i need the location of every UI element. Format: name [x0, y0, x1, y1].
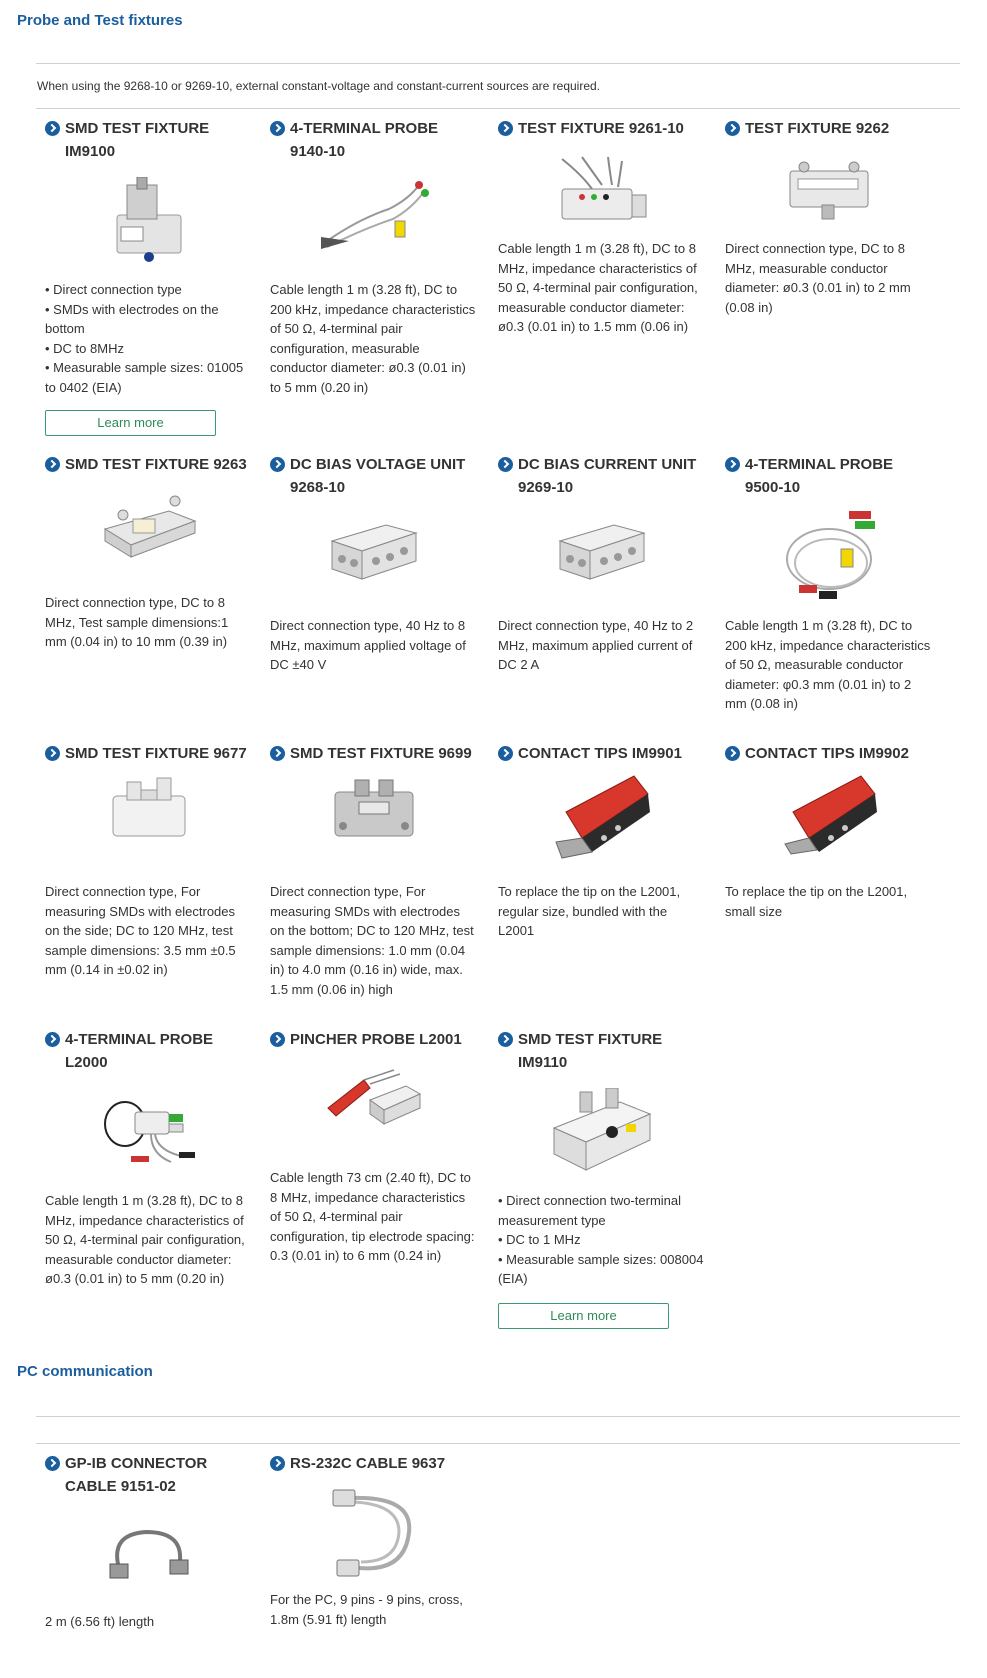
product-image [779, 507, 879, 603]
divider [36, 108, 960, 109]
product-title[interactable]: 4-TERMINAL PROBE L2000 [45, 1028, 253, 1074]
product-image [329, 1482, 419, 1582]
chevron-right-icon [45, 121, 60, 136]
product-title[interactable]: TEST FIXTURE 9262 [725, 117, 933, 140]
chevron-right-icon [498, 457, 513, 472]
product-image [784, 157, 874, 227]
chevron-right-icon [498, 121, 513, 136]
product-card: 4-TERMINAL PROBE 9500-10 Cable length 1 m (3.28 ft), DC to 200 kHz, impedance characteristics of 50 Ω, measurable conductor diameter: φ0.3 mm (0.01 in) to 2 mm (0.08 in) [725, 453, 933, 723]
product-title[interactable]: DC BIAS VOLTAGE UNIT 9268-10 [270, 453, 478, 499]
product-title[interactable]: RS-232C CABLE 9637 [270, 1452, 478, 1475]
product-title[interactable]: TEST FIXTURE 9261-10 [498, 117, 706, 140]
product-card: SMD TEST FIXTURE 9699 Direct connection type, For measuring SMDs with electrodes on the bottom; DC to 120 MHz, test sample dimensions: 1.0 mm (0.04 in) to 4.0 mm (0.16 in) wide, max. 1.5 mm (0.06 in) high [270, 742, 478, 992]
chevron-right-icon [45, 746, 60, 761]
product-title[interactable]: SMD TEST FIXTURE 9263 [45, 453, 253, 476]
product-image [326, 515, 422, 587]
product-card: CONTACT TIPS IM9902 To replace the tip on the L2001, small size [725, 742, 933, 922]
section-title-pc: PC communication [17, 1363, 153, 1380]
product-card: TEST FIXTURE 9261-10 Cable length 1 m (3.28 ft), DC to 8 MHz, impedance characteristics of 50 Ω, 4-terminal pair configuration, measurable conductor diameter: ø0.3 (0.01 in) to 1.5 mm (0.06 in) [498, 117, 706, 367]
product-card: DC BIAS CURRENT UNIT 9269-10 Direct connection type, 40 Hz to 2 MHz, maximum applied current of DC 2 A [498, 453, 706, 683]
product-image [99, 489, 199, 561]
product-card: SMD TEST FIXTURE 9677 Direct connection type, For measuring SMDs with electrodes on the side; DC to 120 MHz, test sample dimensions: 3.5 mm ±0.5 mm (0.14 in ±0.02 in) [45, 742, 253, 972]
product-card: 4-TERMINAL PROBE L2000 Cable length 1 m (3.28 ft), DC to 8 MHz, impedance characteristics of 50 Ω, 4-terminal pair configuration, measurable conductor diameter: ø0.3 (0.01 in) to 5 mm (0.20 in) [45, 1028, 253, 1298]
product-title[interactable]: DC BIAS CURRENT UNIT 9269-10 [498, 453, 706, 499]
chevron-right-icon [45, 1032, 60, 1047]
product-image [554, 515, 650, 587]
learn-more-button[interactable]: Learn more [45, 410, 216, 436]
product-title[interactable]: SMD TEST FIXTURE 9699 [270, 742, 478, 765]
section-note: When using the 9268-10 or 9269-10, external constant-voltage and constant-current sources are required. [37, 79, 601, 93]
chevron-right-icon [725, 457, 740, 472]
divider [36, 1443, 960, 1444]
chevron-right-icon [45, 1456, 60, 1471]
chevron-right-icon [270, 746, 285, 761]
product-title[interactable]: CONTACT TIPS IM9902 [725, 742, 933, 765]
chevron-right-icon [270, 121, 285, 136]
product-image [101, 1090, 197, 1172]
product-card: SMD TEST FIXTURE IM9110 • Direct connection two-terminal measurement type • DC to 1 MHz • Measurable sample sizes: 008004 (EIA) Learn more [498, 1028, 706, 1328]
product-card: DC BIAS VOLTAGE UNIT 9268-10 Direct connection type, 40 Hz to 8 MHz, maximum applied voltage of DC ±40 V [270, 453, 478, 683]
chevron-right-icon [270, 1032, 285, 1047]
product-card: GP-IB CONNECTOR CABLE 9151-02 2 m (6.56 ft) length [45, 1452, 253, 1652]
product-title[interactable]: CONTACT TIPS IM9901 [498, 742, 706, 765]
product-image [319, 179, 429, 255]
product-image [107, 772, 191, 844]
learn-more-button[interactable]: Learn more [498, 1303, 669, 1329]
product-image [779, 772, 879, 864]
chevron-right-icon [270, 1456, 285, 1471]
chevron-right-icon [498, 746, 513, 761]
product-card: SMD TEST FIXTURE IM9100 • Direct connection type • SMDs with electrodes on the bottom • DC to 8MHz • Measurable sample sizes: 01005 to 0402 (EIA) Learn more [45, 117, 253, 437]
divider [36, 63, 960, 64]
product-card: TEST FIXTURE 9262 Direct connection type, DC to 8 MHz, measurable conductor diameter: ø0.3 (0.01 in) to 2 mm (0.08 in) [725, 117, 933, 337]
product-image [324, 1064, 424, 1136]
product-card: SMD TEST FIXTURE 9263 Direct connection type, DC to 8 MHz, Test sample dimensions:1 mm (0.04 in) to 10 mm (0.39 in) [45, 453, 253, 653]
product-title[interactable]: SMD TEST FIXTURE 9677 [45, 742, 253, 765]
product-card: 4-TERMINAL PROBE 9140-10 Cable length 1 m (3.28 ft), DC to 200 kHz, impedance characteristics of 50 Ω, 4-terminal pair configuration, measurable conductor diameter: ø0.3 (0.01 in) to 5 mm (0.20 in) [270, 117, 478, 407]
product-card: PINCHER PROBE L2001 Cable length 73 cm (2.40 ft), DC to 8 MHz, impedance characteristics of 50 Ω, 4-terminal pair configuration, tip electrode spacing: 0.3 (0.01 in) to 6 mm (0.24 in) [270, 1028, 478, 1258]
chevron-right-icon [498, 1032, 513, 1047]
product-title[interactable]: SMD TEST FIXTURE IM9100 [45, 117, 253, 163]
chevron-right-icon [725, 121, 740, 136]
chevron-right-icon [725, 746, 740, 761]
section-title-probe: Probe and Test fixtures [17, 12, 183, 29]
product-title[interactable]: SMD TEST FIXTURE IM9110 [498, 1028, 706, 1074]
product-title[interactable]: PINCHER PROBE L2001 [270, 1028, 478, 1051]
product-image [552, 772, 652, 864]
product-image [109, 177, 189, 263]
product-image [329, 772, 419, 844]
chevron-right-icon [270, 457, 285, 472]
divider [36, 1416, 960, 1417]
product-title[interactable]: GP-IB CONNECTOR CABLE 9151-02 [45, 1452, 253, 1498]
product-card: RS-232C CABLE 9637 For the PC, 9 pins - 9 pins, cross, 1.8m (5.91 ft) length [270, 1452, 478, 1652]
product-card: CONTACT TIPS IM9901 To replace the tip on the L2001, regular size, bundled with the L2001 [498, 742, 706, 942]
product-title[interactable]: 4-TERMINAL PROBE 9500-10 [725, 453, 933, 499]
product-image [552, 155, 652, 233]
chevron-right-icon [45, 457, 60, 472]
product-image [550, 1088, 654, 1176]
product-title[interactable]: 4-TERMINAL PROBE 9140-10 [270, 117, 478, 163]
product-image [106, 1524, 192, 1584]
